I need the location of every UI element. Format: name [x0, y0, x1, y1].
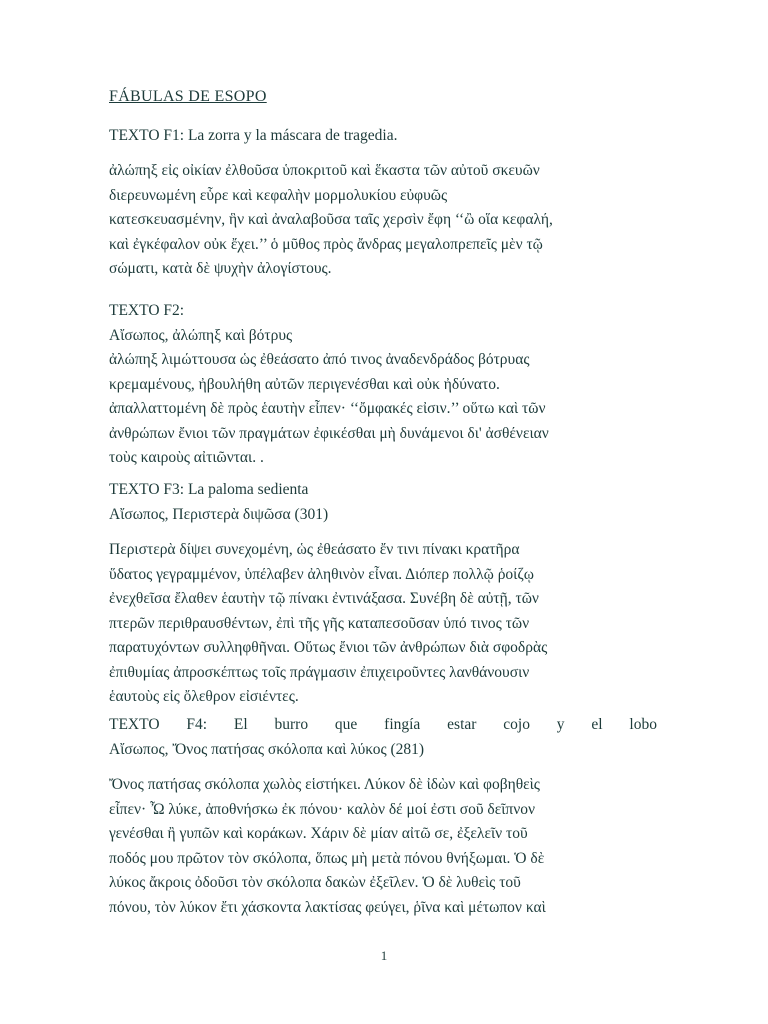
text-line: ἀλώπηξ εἰς οἰκίαν ἐλθοῦσα ὑποκριτοῦ καὶ ἕκαστα τῶν αὐτοῦ σκευῶν — [109, 162, 540, 179]
text-line: ἀπαλλαττομένη δὲ πρὸς ἑαυτὴν εἶπεν· ‘‘ὄμφακές εἰσιν.’’ οὕτω καὶ τῶν — [109, 400, 546, 417]
section-f1 — [109, 124, 657, 149]
text-line: Περιστερὰ δίψει συνεχομένη, ὡς ἐθεάσατο ἔν τινι πίνακι κρατῆρα — [109, 541, 520, 558]
text-line: λύκος ἄκροις ὀδοῦσι τὸν σκόλοπα δακὼν ἐξεῖλεν. Ὁ δὲ λυθεὶς τοῦ — [109, 874, 521, 891]
section-f3 — [109, 478, 657, 527]
section-f3-heading: TEXTO F3: La paloma sedienta — [109, 481, 309, 498]
section-f1-heading: TEXTO F1: La zorra y la máscara de tragedia. — [109, 127, 398, 144]
text-line: πόνου, τὸν λύκον ἔτι χάσκοντα λακτίσας φεύγει, ῥῖνα καὶ μέτωπον καὶ — [109, 898, 546, 916]
page-number: 1 — [380, 948, 388, 963]
section-f3-subheading: Αἴσωπος, Περιστερὰ διψῶσα (301) — [109, 505, 329, 523]
section-f2 — [109, 299, 657, 471]
section-f2-subheading: Αἴσωπος, ἀλώπηξ καὶ βότρυς — [109, 326, 293, 344]
text-line: γενέσθαι ἢ γυπῶν καὶ κοράκων. Χάριν δὲ μίαν αἰτῶ σε, ἐξελεῖν τοῦ — [109, 825, 528, 842]
text-line: ἀνθρώπων ἔνιοι τῶν πραγμάτων ἐφικέσθαι μὴ δυνάμενοι δι' ἀσθένειαν — [109, 424, 549, 442]
section-f4 — [109, 713, 657, 762]
text-line: ποδός μου πρῶτον τὸν σκόλοπα, ὅπως μὴ μετὰ πόνου θνήξωμαι. Ὁ δὲ — [109, 849, 545, 867]
text-line: ἐνεχθεῖσα ἔλαθεν ἑαυτὴν τῷ πίνακι ἐντινάξασα. Συνέβη δὲ αὐτῇ, τῶν — [109, 590, 539, 607]
text-line: ὕδατος γεγραμμένον, ὑπέλαβεν ἀληθινὸν εἶναι. Διόπερ πολλῷ ῥοίζῳ — [109, 565, 534, 583]
section-f4-heading: TEXTO F4: El burro que fingía estar cojo y el lobo — [109, 716, 657, 733]
text-line: κρεμαμένους, ἠβουλήθη αὐτῶν περιγενέσθαι καὶ οὐκ ἠδύνατο. — [109, 375, 500, 393]
text-line: παρατυχόντων συλληφθῆναι. Οὕτως ἔνιοι τῶν ἀνθρώπων διὰ σφοδρὰς — [109, 639, 548, 656]
text-line: κατεσκευασμένην, ἣν καὶ ἀναλαβοῦσα ταῖς χερσὶν ἔφη ‘‘ὢ οἵα κεφαλή, — [109, 211, 553, 228]
section-f4-subheading: Αἴσωπος, Ὄνος πατήσας σκόλοπα καὶ λύκος (281) — [109, 740, 425, 758]
document-title: FÁBULAS DE ESOPO — [109, 88, 267, 105]
section-f1-text — [109, 159, 657, 282]
text-line: πτερῶν περιθραυσθέντων, ἐπὶ τῆς γῆς καταπεσοῦσαν ὑπό τινος τῶν — [109, 614, 530, 632]
text-line: καὶ ἐγκέφαλον οὐκ ἔχει.’’ ὁ μῦθος πρὸς ἄνδρας μεγαλοπρεπεῖς μὲν τῷ — [109, 235, 543, 253]
text-line: τοὺς καιροὺς αἰτιῶνται. . — [109, 449, 264, 466]
text-line: σώματι, κατὰ δὲ ψυχὴν ἀλογίστους. — [109, 260, 332, 277]
text-line: εἶπεν· Ὦ λύκε, ἀποθνήσκω ἐκ πόνου· καλὸν δέ μοί ἐστι σοῦ δεῖπνον — [109, 800, 536, 818]
text-line: Ὄνος πατήσας σκόλοπα χωλὸς εἱστήκει. Λύκον δὲ ἰδὼν καὶ φοβηθεὶς — [109, 776, 540, 793]
text-line: ἐπιθυμίας ἀπροσκέπτως τοῖς πράγμασιν ἐπιχειροῦντες λανθάνουσιν — [109, 663, 530, 681]
section-f3-text — [109, 538, 657, 710]
section-f2-heading: TEXTO F2: — [109, 302, 185, 319]
text-line: διερευνωμένη εὗρε καὶ κεφαλὴν μορμολυκίου εὐφυῶς — [109, 186, 448, 204]
text-line: ἀλώπηξ λιμώττουσα ὡς ἐθεάσατο ἀπό τινος ἀναδενδράδος βότρυας — [109, 351, 530, 368]
section-f4-text — [109, 773, 657, 920]
text-line: ἑαυτοὺς εἰς ὄλεθρον εἰσιέντες. — [109, 688, 299, 705]
